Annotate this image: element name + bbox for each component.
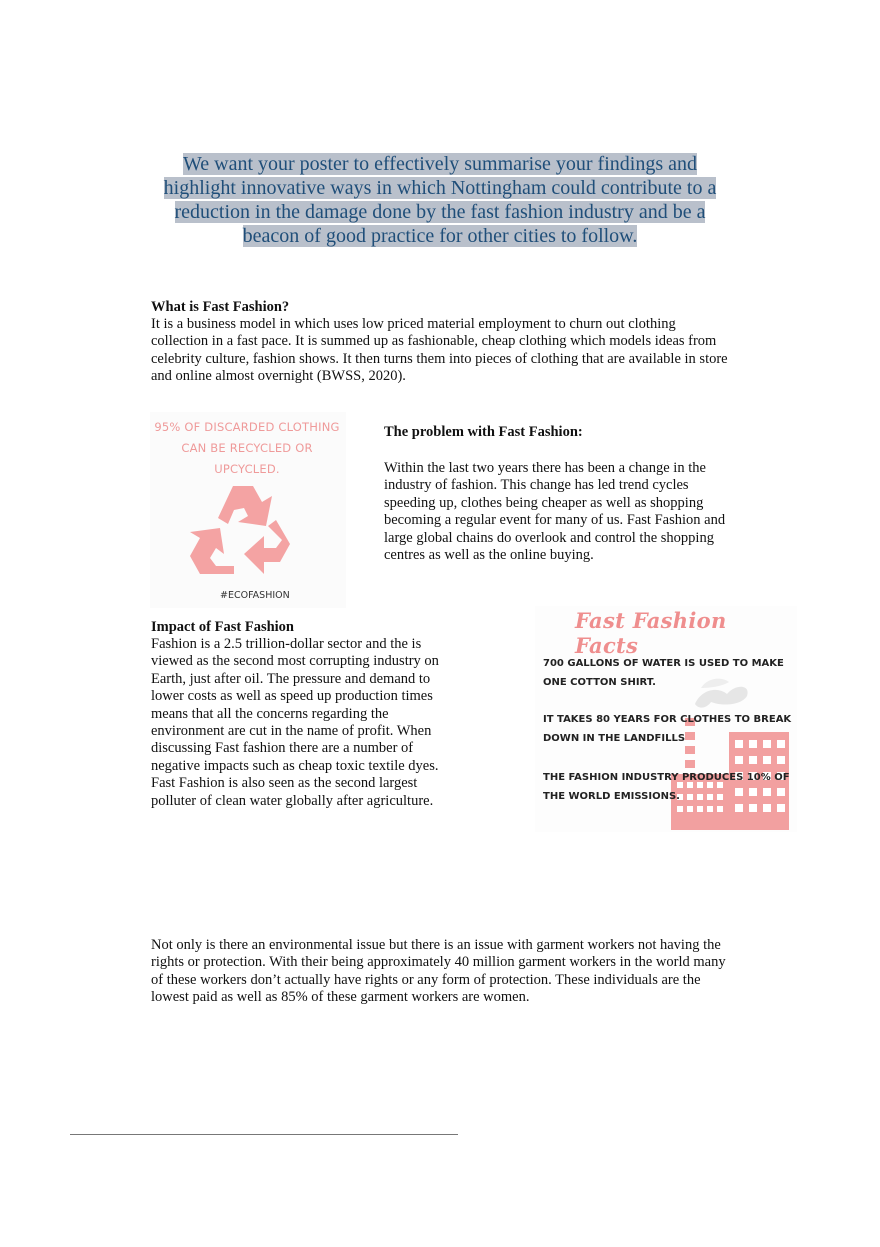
recycle-hashtag: #ECOFASHION	[220, 590, 290, 601]
fact-water: 700 GALLONS OF WATER IS USED TO MAKE ONE COTTON SHIRT.	[543, 658, 784, 688]
what-is-body: It is a business model in which uses low priced material employment to churn out clothing collection in a fast pace. It is summed up as fashionable, cheap clothing which models ideas from celebrity culture, fashion shows. It then turns them into pieces of clothing that are available in store and online almost overnight (BWSS, 2020).	[151, 316, 728, 385]
intro-highlight	[150, 152, 730, 248]
problem-body: Within the last two years there has been a change in the industry of fashion. This change has led trend cycles speeding up, clothes being cheaper as well as shopping becoming a regular event for many of us. Fast Fashion and large global chains do overlook and control the shopping centres as well as the online buying.	[384, 460, 726, 564]
intro-text: We want your poster to effectively summarise your findings and highlight innovative ways in which Nottingham could contribute to a reduction in the damage done by the fast fashion industry and be a beacon of good practice for other cities to follow.	[163, 153, 717, 247]
fact-emissions: THE FASHION INDUSTRY PRODUCES 10% OF THE WORLD EMISSIONS.	[543, 772, 790, 802]
facts-title: Fast Fashion Facts	[575, 608, 727, 658]
impact-body: Fashion is a 2.5 trillion-dollar sector and the is viewed as the second most corrupting industry on Earth, just after oil. The pressure and demand to lower costs as well as speed up production times means that all the concerns regarding the environment are cut in the name of profit. When discussing Fast fashion there are a number of negative impacts such as cheap toxic textile dyes. Fast Fashion is also seen as the second largest polluter of clean water globally after agriculture.	[151, 636, 439, 809]
recycle-caption: 95% OF DISCARDED CLOTHING CAN BE RECYCLED OR UPCYCLED.	[154, 420, 340, 476]
impact-heading: Impact of Fast Fashion	[151, 619, 294, 635]
problem-heading: The problem with Fast Fashion:	[384, 424, 583, 440]
impact-section	[151, 619, 449, 810]
footnote-rule	[70, 1134, 458, 1135]
problem-section	[384, 424, 734, 564]
facts-poster	[535, 606, 797, 832]
fact-landfill: IT TAKES 80 YEARS FOR CLOTHES TO BREAK DOWN IN THE LANDFILLS	[543, 714, 792, 744]
workers-body: Not only is there an environmental issue but there is an issue with garment workers not having the rights or protection. With their being approximately 40 million garment workers in the world many of these workers don’t actually have rights or any form of protection. These individuals are the lowest paid as well as 85% of these garment workers are women.	[151, 937, 726, 1006]
what-is-section	[151, 299, 731, 386]
recycle-poster	[150, 412, 346, 608]
what-is-heading: What is Fast Fashion?	[151, 299, 290, 315]
recycle-icon	[178, 470, 308, 590]
